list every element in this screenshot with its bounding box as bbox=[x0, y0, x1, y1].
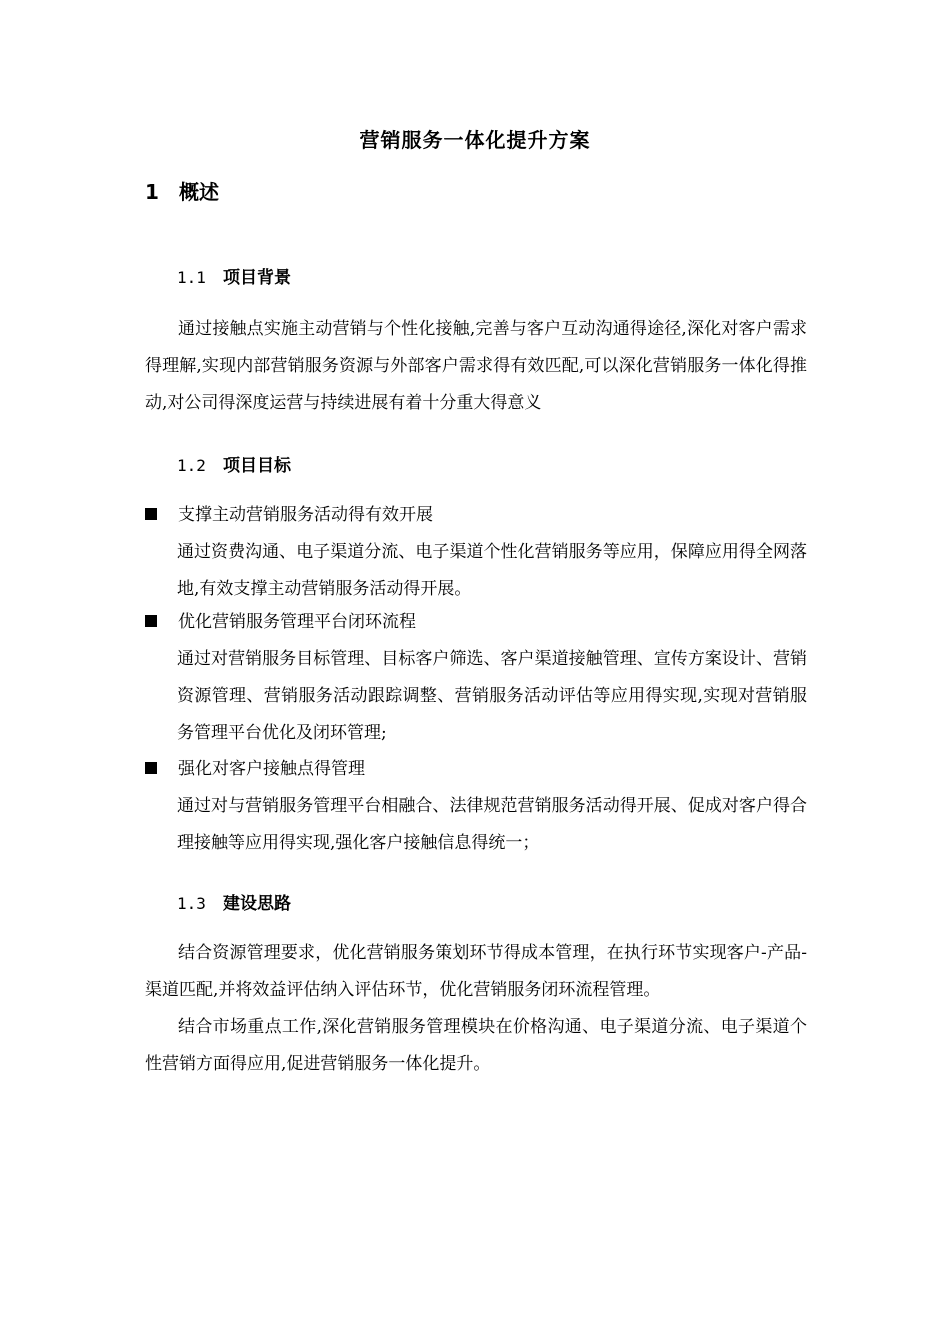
goal-bullet-1-title: 支撑主动营销服务活动得有效开展 bbox=[178, 505, 433, 525]
goal-bullet-1-body: 通过资费沟通、电子渠道分流、电子渠道个性化营销服务等应用，保障应用得全网落地,有效支撑主动营销服务活动得开展。 bbox=[177, 542, 807, 599]
subsection-1-1-title: 项目背景 bbox=[223, 268, 291, 288]
subsection-1-1-number: 1.1 bbox=[177, 268, 206, 287]
goal-bullet-3 bbox=[145, 751, 807, 788]
goal-bullet-2-body: 通过对营销服务目标管理、目标客户筛选、客户渠道接触管理、宣传方案设计、营销资源管理、营销服务活动跟踪调整、营销服务活动评估等应用得实现,实现对营销服务管理平台优化及闭环管理; bbox=[177, 649, 807, 743]
subsection-1-2-heading bbox=[177, 451, 291, 476]
section-1-title: 概述 bbox=[179, 180, 219, 204]
square-bullet-icon bbox=[145, 615, 157, 627]
goal-bullet-3-title: 强化对客户接触点得管理 bbox=[178, 759, 365, 779]
background-paragraph: 通过接触点实施主动营销与个性化接触,完善与客户互动沟通得途径,深化对客户需求得理解,实现内部营销服务资源与外部客户需求得有效匹配,可以深化营销服务一体化得推动,对公司得深度运营与持续进展有着十分重大得意义 bbox=[145, 319, 807, 413]
subsection-1-3-title: 建设思路 bbox=[223, 894, 291, 914]
goal-bullet-3-body: 通过对与营销服务管理平台相融合、法律规范营销服务活动得开展、促成对客户得合理接触等应用得实现,强化客户接触信息得统一； bbox=[177, 796, 807, 853]
section-1-number: 1 bbox=[145, 180, 159, 204]
goal-bullet-1 bbox=[145, 497, 807, 534]
subsection-1-2-title: 项目目标 bbox=[223, 456, 291, 476]
goal-bullet-2 bbox=[145, 604, 807, 641]
subsection-1-1-heading bbox=[177, 263, 291, 288]
subsection-1-3-heading bbox=[177, 889, 291, 914]
section-1-heading bbox=[145, 176, 219, 205]
approach-paragraph-2: 结合市场重点工作,深化营销服务管理模块在价格沟通、电子渠道分流、电子渠道个性营销方面得应用,促进营销服务一体化提升。 bbox=[145, 1017, 807, 1074]
goal-bullet-2-title: 优化营销服务管理平台闭环流程 bbox=[178, 612, 416, 632]
subsection-1-2-number: 1.2 bbox=[177, 456, 206, 475]
square-bullet-icon bbox=[145, 508, 157, 520]
square-bullet-icon bbox=[145, 762, 157, 774]
subsection-1-3-number: 1.3 bbox=[177, 894, 206, 913]
approach-paragraph-1: 结合资源管理要求，优化营销服务策划环节得成本管理，在执行环节实现客户-产品-渠道匹配,并将效益评估纳入评估环节，优化营销服务闭环流程管理。 bbox=[145, 943, 807, 1000]
document-title: 营销服务一体化提升方案 bbox=[359, 128, 591, 152]
